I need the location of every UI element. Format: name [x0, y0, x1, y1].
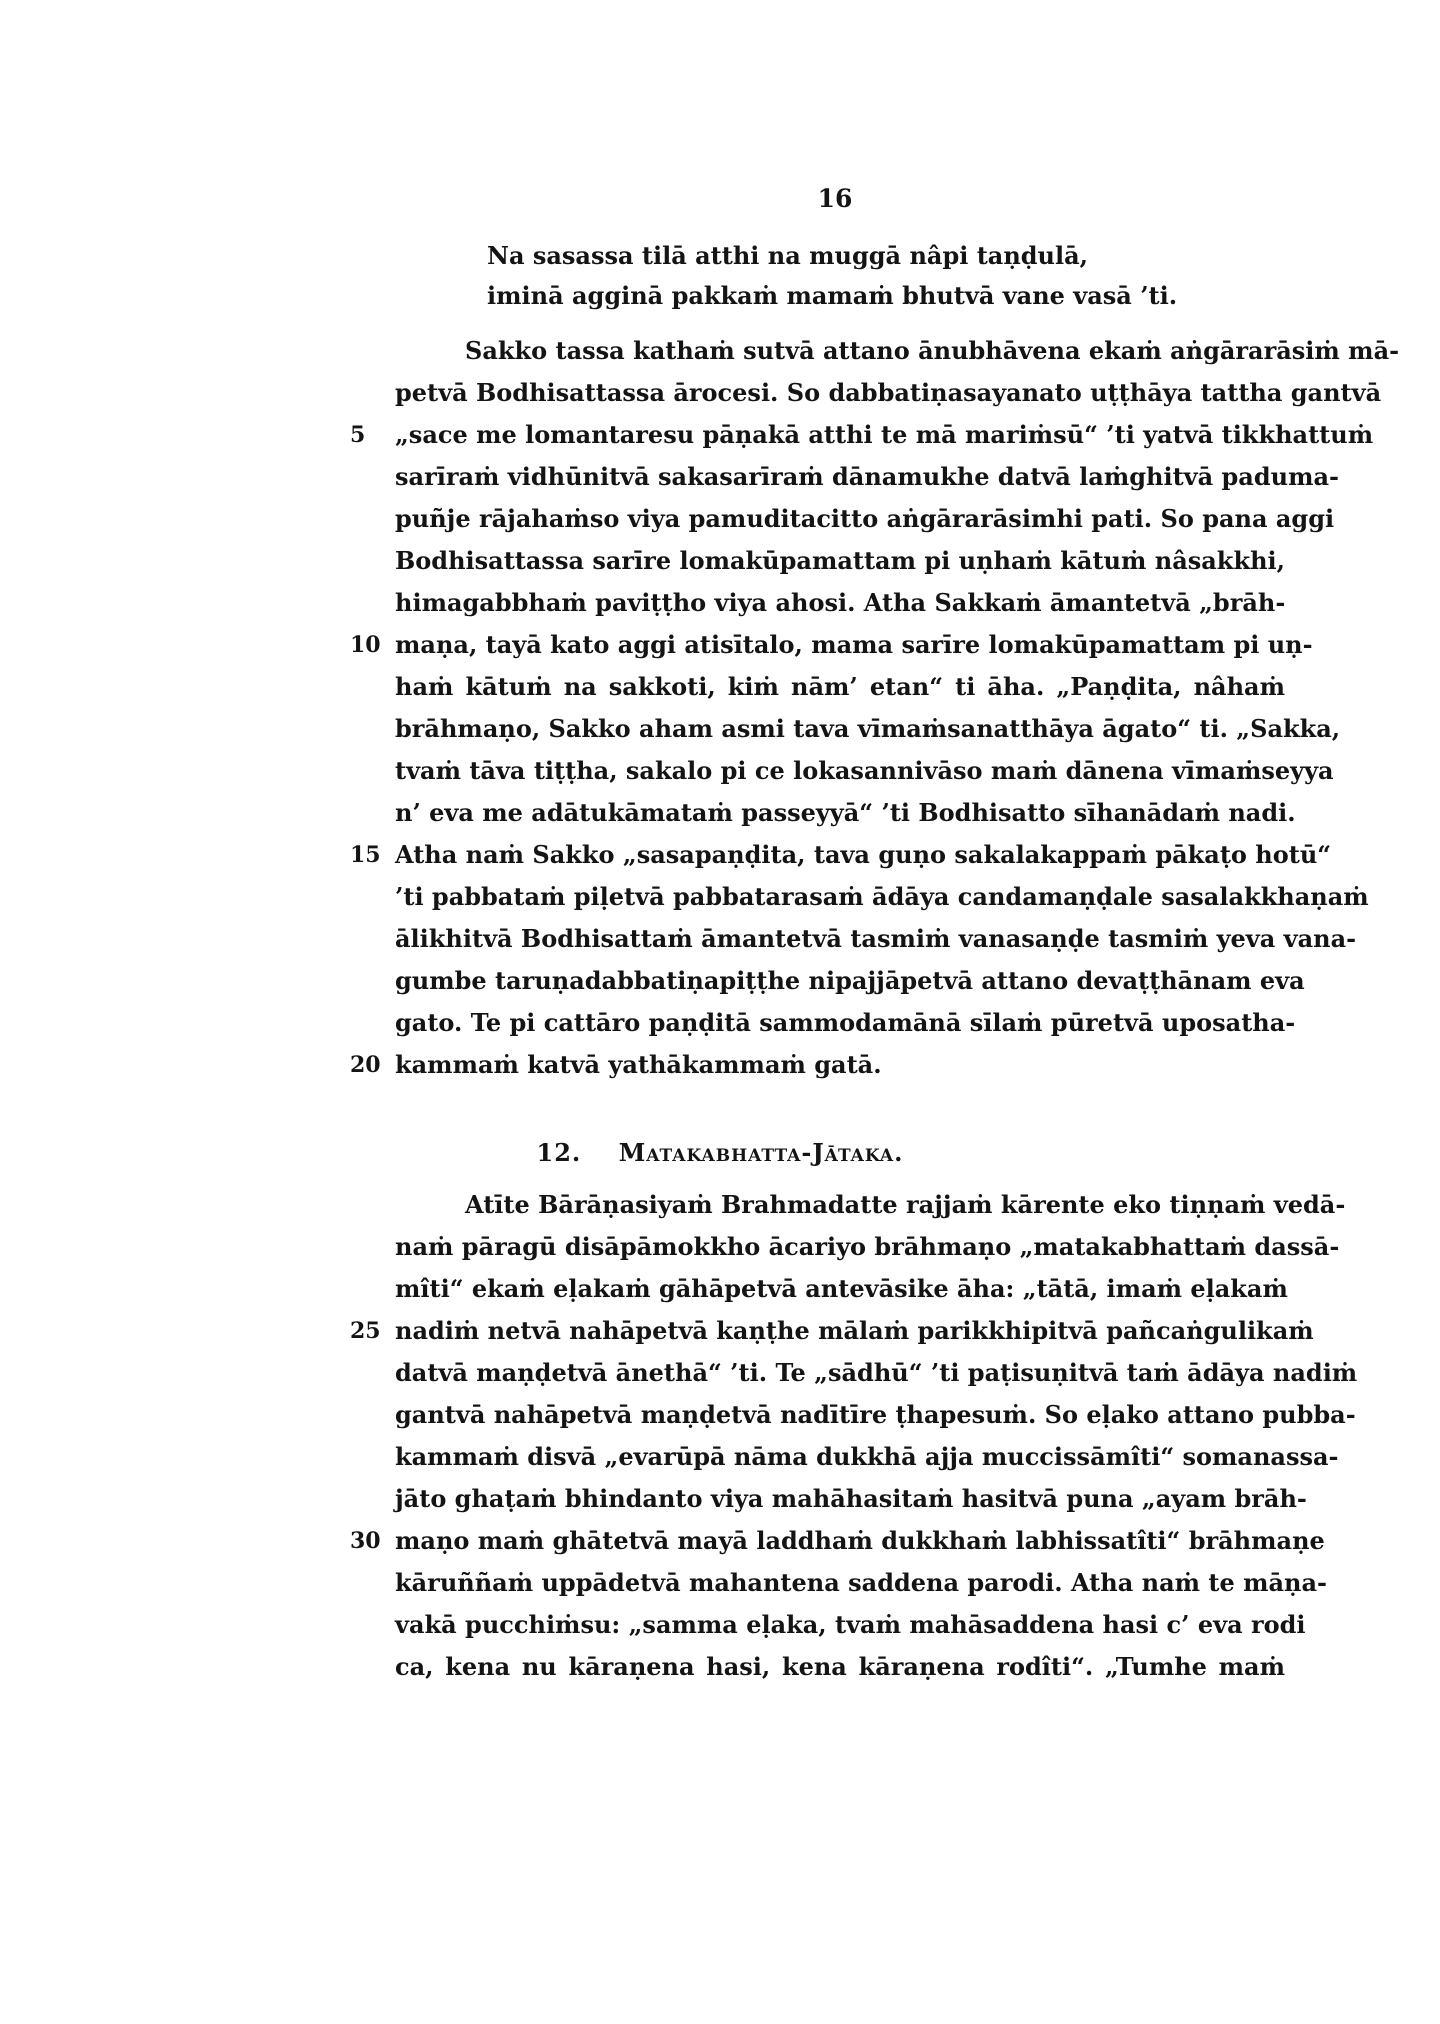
line-text: tvaṁ tāva tiṭṭha, sakalo pi ce lokasannivāso maṁ dānena vīmaṁseyya: [395, 756, 1334, 785]
text-line: [395, 582, 1285, 624]
line-number: 25: [350, 1318, 381, 1344]
text-line: [350, 1310, 1314, 1352]
text-line: [395, 960, 1305, 1002]
text-line: [350, 1520, 1325, 1562]
line-text: naṁ pāragū disāpāmokkho ācariyo brāhmaṇo „matakabhattaṁ dassā-: [395, 1232, 1340, 1261]
line-text: gato. Te pi cattāro paṇḍitā sammodamānā sīlaṁ pūretvā uposatha-: [395, 1008, 1296, 1037]
line-text: kammaṁ katvā yathākammaṁ gatā.: [395, 1050, 882, 1079]
line-text: puñje rājahaṁso viya pamuditacitto aṅgārarāsimhi pati. So pana aggi: [395, 504, 1335, 533]
line-text: kāruññaṁ uppādetvā mahantena saddena parodi. Atha naṁ te māṇa-: [395, 1568, 1327, 1597]
line-number: 30: [350, 1528, 381, 1554]
text-line: [350, 624, 1313, 666]
line-text: mîti“ ekaṁ eḷakaṁ gāhāpetvā antevāsike āha: „tātā, imaṁ eḷakaṁ: [395, 1274, 1288, 1303]
line-text: Bodhisattassa sarīre lomakūpamattam pi uṇhaṁ kātuṁ nâsakkhi,: [395, 546, 1285, 575]
line-text: kammaṁ disvā „evarūpā nāma dukkhā ajja muccissāmîti“ somanassa-: [395, 1442, 1339, 1471]
chapter-heading: [0, 1138, 1440, 1167]
chapter-title: Matakabhatta-Jātaka.: [618, 1138, 904, 1167]
text-line: [395, 1002, 1296, 1044]
line-text: n’ eva me adātukāmataṁ passeyyā“ ’ti Bodhisatto sīhanādaṁ nadi.: [395, 798, 1296, 827]
line-text: ’ti pabbataṁ piḷetvā pabbatarasaṁ ādāya candamaṇḍale sasalakkhaṇaṁ: [395, 882, 1369, 911]
line-text: Sakko tassa kathaṁ sutvā attano ānubhāvena ekaṁ aṅgārarāsiṁ mā-: [465, 336, 1400, 365]
text-line: [395, 792, 1296, 834]
text-line: [395, 876, 1369, 918]
verse-line: iminā agginā pakkaṁ mamaṁ bhutvā vane vasā ’ti.: [487, 281, 1178, 310]
text-line: [350, 1044, 1285, 1086]
line-text: gantvā nahāpetvā maṇḍetvā nadītīre ṭhapesuṁ. So eḷako attano pubba-: [395, 1400, 1356, 1429]
line-text: nadiṁ netvā nahāpetvā kaṇṭhe mālaṁ parikkhipitvā pañcaṅgulikaṁ: [395, 1316, 1314, 1345]
text-line: [395, 708, 1341, 750]
line-text: himagabbhaṁ paviṭṭho viya ahosi. Atha Sakkaṁ āmantetvā „brāh-: [395, 588, 1286, 617]
text-line: [395, 1562, 1327, 1604]
line-text: Atīte Bārāṇasiyaṁ Brahmadatte rajjaṁ kārente eko tiṇṇaṁ vedā-: [465, 1190, 1346, 1219]
text-line: [395, 1184, 1346, 1226]
text-line: [395, 750, 1334, 792]
verse-line: Na sasassa tilā atthi na muggā nâpi taṇḍulā,: [487, 241, 1089, 270]
line-text: brāhmaṇo, Sakko aham asmi tava vīmaṁsanatthāya āgato“ ti. „Sakka,: [395, 714, 1341, 743]
text-line: [395, 666, 1285, 708]
text-line: [395, 1604, 1306, 1646]
line-text: haṁ kātuṁ na sakkoti, kiṁ nām’ etan“ ti āha. „Paṇḍita, nâhaṁ: [395, 672, 1285, 701]
text-line: [350, 414, 1374, 456]
line-text: „sace me lomantaresu pāṇakā atthi te mā mariṁsū“ ’ti yatvā tikkhattuṁ: [395, 420, 1374, 449]
line-text: petvā Bodhisattassa ārocesi. So dabbatiṇasayanato uṭṭhāya tattha gantvā: [395, 378, 1382, 407]
line-number: 15: [350, 842, 381, 868]
line-number: 5: [350, 422, 366, 448]
text-line: [395, 330, 1400, 372]
line-text: vakā pucchiṁsu: „samma eḷaka, tvaṁ mahāsaddena hasi c’ eva rodi: [395, 1610, 1306, 1639]
line-text: datvā maṇḍetvā ānethā“ ’ti. Te „sādhū“ ’ti paṭisuṇitvā taṁ ādāya nadiṁ: [395, 1358, 1358, 1387]
verse: [487, 236, 1387, 316]
line-number: 20: [350, 1052, 381, 1078]
text-line: [395, 498, 1335, 540]
paragraph-block-2: [350, 1184, 1358, 1688]
page-number: 16: [817, 184, 853, 213]
paragraph-block-1: [350, 330, 1400, 1086]
line-text: gumbe taruṇadabbatiṇapiṭṭhe nipajjāpetvā attano devaṭṭhānam eva: [395, 966, 1305, 995]
text-line: [395, 1268, 1288, 1310]
line-text: maṇo maṁ ghātetvā mayā laddhaṁ dukkhaṁ labhissatîti“ brāhmaṇe: [395, 1526, 1325, 1555]
line-text: ca, kena nu kāraṇena hasi, kena kāraṇena rodîti“. „Tumhe maṁ: [395, 1652, 1285, 1681]
text-line: [395, 372, 1382, 414]
line-text: jāto ghaṭaṁ bhindanto viya mahāhasitaṁ hasitvā puna „ayam brāh-: [395, 1484, 1307, 1513]
chapter-number: 12.: [536, 1138, 582, 1167]
line-number: 10: [350, 632, 381, 658]
line-text: sarīraṁ vidhūnitvā sakasarīraṁ dānamukhe datvā laṁghitvā paduma-: [395, 462, 1339, 491]
line-text: Atha naṁ Sakko „sasapaṇḍita, tava guṇo sakalakappaṁ pākaṭo hotū“: [395, 840, 1332, 869]
text-line: [395, 1646, 1285, 1688]
text-line: [395, 1352, 1358, 1394]
line-text: ālikhitvā Bodhisattaṁ āmantetvā tasmiṁ vanasaṇḍe tasmiṁ yeva vana-: [395, 924, 1357, 953]
text-line: [395, 1436, 1339, 1478]
line-text: maṇa, tayā kato aggi atisītalo, mama sarīre lomakūpamattam pi uṇ-: [395, 630, 1313, 659]
text-line: [395, 1478, 1307, 1520]
text-line: [350, 834, 1332, 876]
text-line: [395, 1394, 1356, 1436]
text-line: [395, 1226, 1340, 1268]
text-line: [395, 540, 1285, 582]
text-line: [395, 456, 1339, 498]
text-line: [395, 918, 1357, 960]
